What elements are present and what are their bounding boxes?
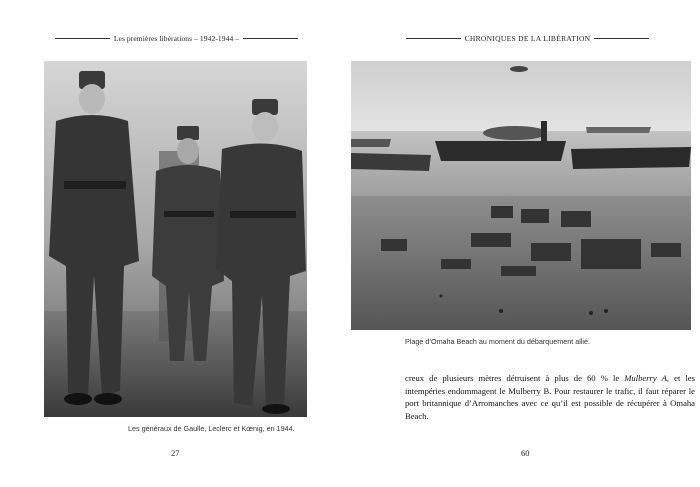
photo-caption-right: Plage d’Omaha Beach au moment du débarquement allié. [405,337,590,346]
running-head-left [55,34,298,43]
running-head-text: CHRONIQUES DE LA LIBÉRATION [464,34,591,43]
rule [406,38,461,39]
body-text-italic: Mulberry A [624,373,667,383]
omaha-beach-photo [351,61,691,330]
page-number-right: 60 [521,448,530,458]
body-text-part1: creux de plusieurs mètres détruisent à plus de 60 % le [405,373,625,383]
rule [55,38,110,39]
running-head-text: Les premières libérations – 1942-1944 – [113,34,240,43]
right-page [350,0,700,487]
running-head-right [406,34,649,43]
body-text-part2: , et les intempéries endommagent le Mulberry B. Pour restaurer le trafic, il faut réparer le port britannique d’Arromanches avec ce qu’il est possible de récupérer à Omaha Beach. [405,373,695,422]
photo-caption-left: Les généraux de Gaulle, Leclerc et Kœnig, en 1944. [128,424,295,433]
page-number-left: 27 [171,448,180,458]
rule [594,38,649,39]
body-paragraph [405,372,695,423]
rule [243,38,298,39]
generals-photo [44,61,307,417]
